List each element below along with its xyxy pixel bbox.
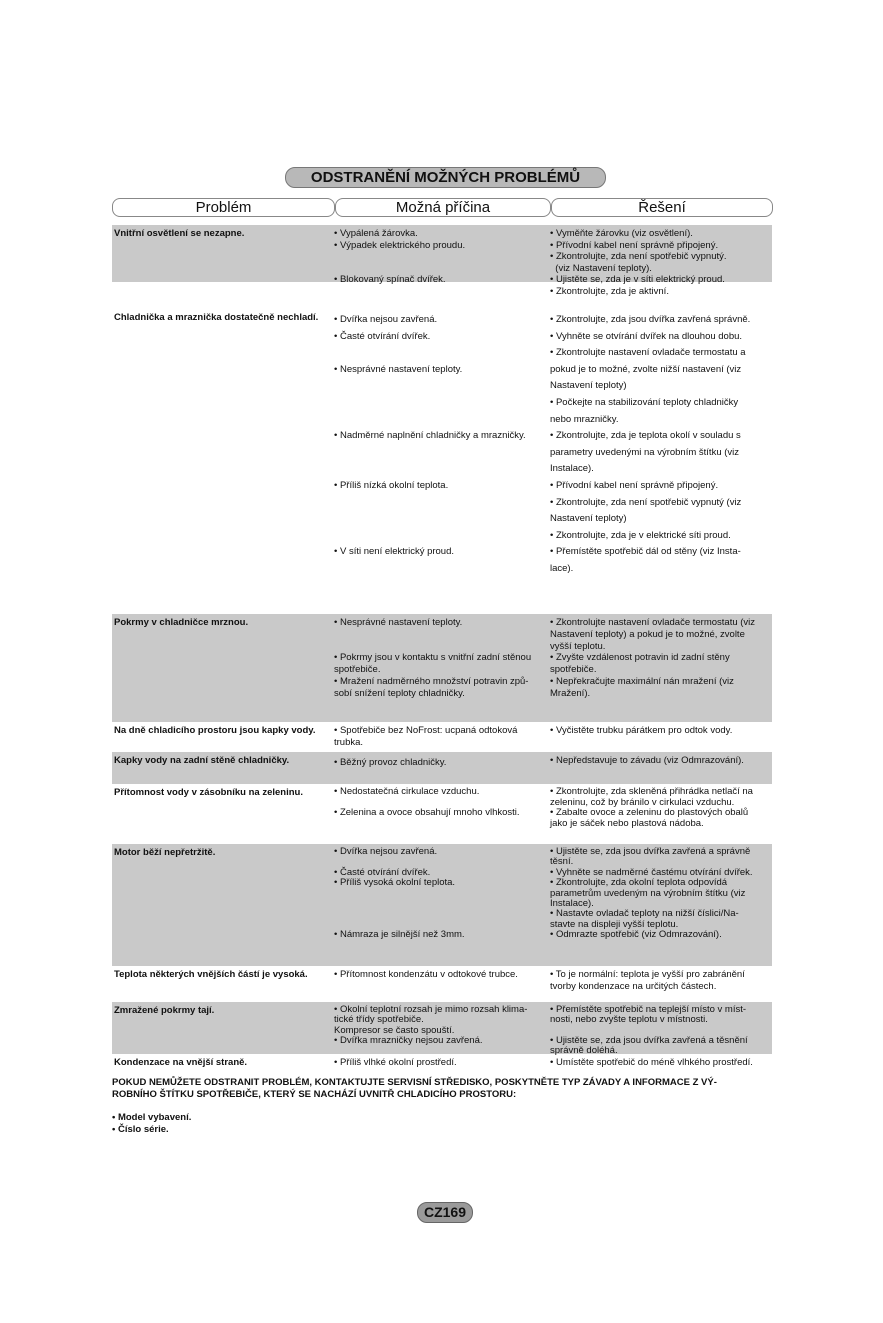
solution-cell-line: pokud je to možné, zvolte nižší nastavení (viz xyxy=(550,363,742,375)
solution-cell-line: • To je normální: teplota je vyšší pro zabránění xyxy=(550,969,745,980)
cause-cell-line xyxy=(334,445,550,462)
solution-cell-line: parametry uvedenými na výrobním štítku (viz xyxy=(550,446,740,458)
solution-cell-line: • Počkejte na stabilizování teploty chladničky xyxy=(550,396,739,408)
cause-cell-line: • Časté otvírání dvířek. xyxy=(334,330,431,342)
problem-text: Kapky vody na zadní stěně chladničky. xyxy=(114,755,290,766)
solution-cell-line: zeleninu, což by bránilo v cirkulaci vzduchu. xyxy=(550,796,735,808)
cause-cell-line xyxy=(334,461,550,478)
table-row xyxy=(112,1002,772,1057)
problem-text: Kondenzace na vnější straně. xyxy=(114,1057,248,1068)
table-row xyxy=(112,784,772,844)
cause-cell-line: sobí snížení teploty chladničky. xyxy=(334,687,465,699)
problem-text: Teplota některých vnějších částí je vysoká. xyxy=(114,969,308,980)
solution-cell-line: nosti, nebo zvyšte teplotu v místnosti. xyxy=(550,1014,708,1026)
solution-cell xyxy=(550,1057,770,1069)
table-row xyxy=(112,309,772,574)
solution-cell-line: • Vyhněte se nadměrné častému otvírání dvířek. xyxy=(550,866,753,878)
problem-text: Pokrmy v chladničce mrznou. xyxy=(114,617,249,628)
table-row xyxy=(112,752,772,784)
service-note xyxy=(112,1077,782,1100)
solution-cell-line: lace). xyxy=(550,562,574,574)
solution-cell-line: • Vyhněte se otvírání dvířek na dlouhou dobu. xyxy=(550,330,743,342)
cause-cell-line: • V síti není elektrický proud. xyxy=(334,546,455,558)
cause-cell-line: • Zelenina a ovoce obsahují mnoho vlhkosti. xyxy=(334,807,520,818)
solution-cell-line: Nastavení teploty) a pokud je to možné, zvolte xyxy=(550,628,745,640)
problem-text: Chladnička a mraznička dostatečně nechladí. xyxy=(114,312,319,323)
solution-cell xyxy=(550,228,770,298)
service-note-line-1: POKUD NEMŮŽETE ODSTRANIT PROBLÉM, KONTAKTUJTE SERVISNÍ STŘEDISKO, POSKYTNĚTE TYP ZÁVADY A INFORMACE Z VÝ- xyxy=(112,1077,717,1088)
section-title: ODSTRANĚNÍ MOŽNÝCH PROBLÉMŮ xyxy=(285,167,606,188)
solution-cell-line: • Přívodní kabel není správně připojený. xyxy=(550,239,719,251)
solution-cell-line: Nastavení teploty) xyxy=(550,380,627,392)
table-row xyxy=(112,966,772,1002)
solution-cell xyxy=(550,725,770,737)
solution-cell-line: • Zabalte ovoce a zeleninu do plastových obalů xyxy=(550,807,749,818)
cause-cell xyxy=(334,228,550,286)
cause-cell-line xyxy=(334,641,550,653)
cause-cell xyxy=(334,312,550,644)
cause-cell-line xyxy=(334,578,550,595)
solution-cell-line: (viz Nastavení teploty). xyxy=(550,262,652,274)
solution-cell xyxy=(550,969,770,992)
cause-cell xyxy=(334,847,550,941)
column-header-cause: Možná příčina xyxy=(335,198,551,217)
cause-cell-line xyxy=(334,629,550,641)
problem-text: Přítomnost vody v zásobníku na zeleninu. xyxy=(114,787,303,798)
cause-cell xyxy=(334,725,550,748)
solution-cell-line: Mražení). xyxy=(550,687,591,699)
cause-cell-line: • Okolní teplotní rozsah je mimo rozsah klima- xyxy=(334,1004,528,1015)
cause-cell-line xyxy=(334,909,550,919)
problem-text: Vnitřní osvětlení se nezapne. xyxy=(114,228,245,239)
service-info-list xyxy=(112,1112,782,1135)
table-row xyxy=(112,1054,772,1072)
cause-cell-line xyxy=(334,511,550,528)
cause-cell-line xyxy=(334,528,550,545)
solution-cell-line: • Zkontrolujte, zda je v elektrické síti proud. xyxy=(550,529,731,541)
solution-cell-line: nebo mrazničky. xyxy=(550,413,619,425)
solution-cell-line: • Ujistěte se, zda jsou dvířka zavřená a těsnění xyxy=(550,1034,748,1046)
cause-cell-line xyxy=(334,378,550,395)
cause-cell-line: trubka. xyxy=(334,736,364,748)
cause-cell-line xyxy=(334,395,550,412)
solution-cell-line: • Zkontrolujte, zda je aktivní. xyxy=(550,285,669,297)
cause-cell-line: • Nesprávné nastavení teploty. xyxy=(334,617,463,628)
table-row xyxy=(112,844,772,966)
solution-cell-line: • Zkontrolujte, zda okolní teplota odpovídá xyxy=(550,877,728,889)
service-note-line-2: ROBNÍHO ŠTÍTKU SPOTŘEBIČE, KTERÝ SE NACHÁZÍ UVNITŘ CHLADICÍHO PROSTORU: xyxy=(112,1088,517,1100)
cause-cell-line xyxy=(334,889,550,899)
solution-cell-line: • Odmrazte spotřebič (viz Odmrazování). xyxy=(550,929,722,941)
solution-cell-line: spotřebiče. xyxy=(550,664,597,676)
cause-cell-line xyxy=(334,899,550,909)
cause-cell-line: • Příliš vlhké okolní prostředí. xyxy=(334,1057,457,1068)
cause-cell-line: • Dvířka mrazničky nejsou zavřená. xyxy=(334,1034,483,1046)
solution-cell-line: • Přívodní kabel není správně připojený. xyxy=(550,479,719,491)
cause-cell-line: • Dvířka nejsou zavřená. xyxy=(334,314,438,325)
cause-cell xyxy=(334,617,550,700)
solution-cell-line: • Přemístěte spotřebič dál od stěny (viz Insta- xyxy=(550,546,741,558)
cause-cell-line: • Vypálená žárovka. xyxy=(334,228,418,239)
solution-cell xyxy=(550,755,770,767)
solution-cell-line: Instalace). xyxy=(550,463,594,475)
cause-cell-line xyxy=(334,345,550,362)
solution-cell-line: • Zkontrolujte, zda jsou dvířka zavřená správně. xyxy=(550,314,751,325)
solution-cell xyxy=(550,787,770,829)
cause-cell-line: • Mražení nadměrného množství potravin způ- xyxy=(334,675,529,687)
solution-cell-line: Nastavení teploty) xyxy=(550,513,627,525)
solution-cell-line: • Zkontrolujte, zda není spotřebič vypnutý (viz xyxy=(550,496,742,508)
solution-cell-line: • Zvyšte vzdálenost potravin id zadní stěny xyxy=(550,652,730,664)
cause-cell-line: • Spotřebiče bez NoFrost: ucpaná odtoková xyxy=(334,725,518,736)
cause-cell-line: spotřebiče. xyxy=(334,664,381,676)
solution-cell-line: • Nastavte ovladač teploty na nižší číslici/Na- xyxy=(550,908,739,920)
solution-cell-line: • Zkontrolujte, zda skleněná přihrádka netlačí na xyxy=(550,786,753,797)
cause-cell-line: • Příliš nízká okolní teplota. xyxy=(334,479,449,491)
solution-cell-line: • Přemístěte spotřebič na teplejší místo v míst- xyxy=(550,1004,747,1015)
cause-cell-line: • Pokrmy jsou v kontaktu s vnitřní zadní stěnou xyxy=(334,652,532,664)
solution-cell-line: • Ujistěte se, zda je v síti elektrický proud. xyxy=(550,274,725,286)
table-row xyxy=(112,614,772,722)
problem-text: Motor běží nepřetržitě. xyxy=(114,847,216,858)
solution-cell-line: správně doléhá. xyxy=(550,1045,618,1057)
cause-cell xyxy=(334,787,550,819)
problem-text: Na dně chladicího prostoru jsou kapky vody. xyxy=(114,725,316,736)
solution-cell-line: jako je sáček nebo plastová nádoba. xyxy=(550,817,704,829)
solution-cell-line: • Ujistěte se, zda jsou dvířka zavřená a správně xyxy=(550,846,751,857)
cause-cell-line: tické třídy spotřebiče. xyxy=(334,1014,424,1026)
solution-cell-line: parametrům uvedeným na výrobním štítku (viz xyxy=(550,887,746,899)
cause-cell-line: • Nedostatečná cirkulace vzduchu. xyxy=(334,786,480,797)
solution-cell-line: tvorby kondenzace na určitých částech. xyxy=(550,980,717,992)
problem-text: Zmražené pokrmy tají. xyxy=(114,1005,215,1016)
solution-cell-line: • Vyměňte žárovku (viz osvětlení). xyxy=(550,228,693,239)
solution-cell-line: • Vyčistěte trubku párátkem pro odtok vody. xyxy=(550,725,733,736)
solution-cell-line: • Zkontrolujte, zda je teplota okolí v souladu s xyxy=(550,430,741,442)
solution-cell-line: Instalace). xyxy=(550,897,594,909)
solution-cell-line: vyšší teplotu. xyxy=(550,640,606,652)
solution-cell xyxy=(550,1005,770,1056)
cause-cell-line: Kompresor se často spouští. xyxy=(334,1024,455,1036)
cause-cell-line: • Námraza je silnější než 3mm. xyxy=(334,929,465,941)
cause-cell-line: • Nesprávné nastavení teploty. xyxy=(334,363,463,375)
solution-cell xyxy=(550,312,770,578)
table-row xyxy=(112,225,772,297)
solution-cell-line: těsní. xyxy=(550,856,574,868)
service-info-item: • Číslo série. xyxy=(112,1123,169,1135)
column-header-solution: Řešení xyxy=(551,198,773,217)
cause-cell-line xyxy=(334,594,550,611)
cause-cell-line: • Výpadek elektrického proudu. xyxy=(334,239,466,251)
solution-cell-line: stavte na displeji vyšší teplotu. xyxy=(550,918,679,930)
cause-cell-line: • Blokovaný spínač dvířek. xyxy=(334,274,446,286)
cause-cell-line: • Nadměrné naplnění chladničky a mrazničky. xyxy=(334,430,526,442)
solution-cell-line: • Nepředstavuje to závadu (viz Odmrazování). xyxy=(550,755,744,766)
service-info-item: • Model vybavení. xyxy=(112,1112,192,1123)
column-header-problem: Problém xyxy=(112,198,335,217)
solution-cell xyxy=(550,617,770,700)
solution-cell xyxy=(550,847,770,941)
cause-cell xyxy=(334,1057,550,1069)
cause-cell-line xyxy=(334,412,550,429)
cause-cell-line xyxy=(334,251,550,263)
cause-cell-line xyxy=(334,561,550,578)
cause-cell-line: • Běžný provoz chladničky. xyxy=(334,757,447,768)
cause-cell xyxy=(334,757,550,769)
cause-cell xyxy=(334,1005,550,1046)
cause-cell xyxy=(334,969,550,981)
cause-cell-line: • Přítomnost kondenzátu v odtokové trubce. xyxy=(334,969,518,980)
cause-cell-line: • Dvířka nejsou zavřená. xyxy=(334,846,438,857)
cause-cell-line xyxy=(334,263,550,275)
page-number: CZ169 xyxy=(417,1202,473,1223)
solution-cell-line: • Umístěte spotřebič do méně vlhkého prostředí. xyxy=(550,1057,753,1068)
cause-cell-line: • Příliš vysoká okolní teplota. xyxy=(334,877,456,889)
solution-cell-line: • Nepřekračujte maximální nán mražení (viz xyxy=(550,675,734,687)
table-row xyxy=(112,722,772,752)
solution-cell-line: • Zkontrolujte nastavení ovladače termostatu (viz xyxy=(550,617,756,628)
solution-cell-line: • Zkontrolujte nastavení ovladače termostatu a xyxy=(550,347,746,359)
cause-cell-line xyxy=(334,495,550,512)
solution-cell-line: • Zkontrolujte, zda není spotřebič vypnutý. xyxy=(550,251,727,263)
cause-cell-line: • Časté otvírání dvířek. xyxy=(334,866,431,878)
